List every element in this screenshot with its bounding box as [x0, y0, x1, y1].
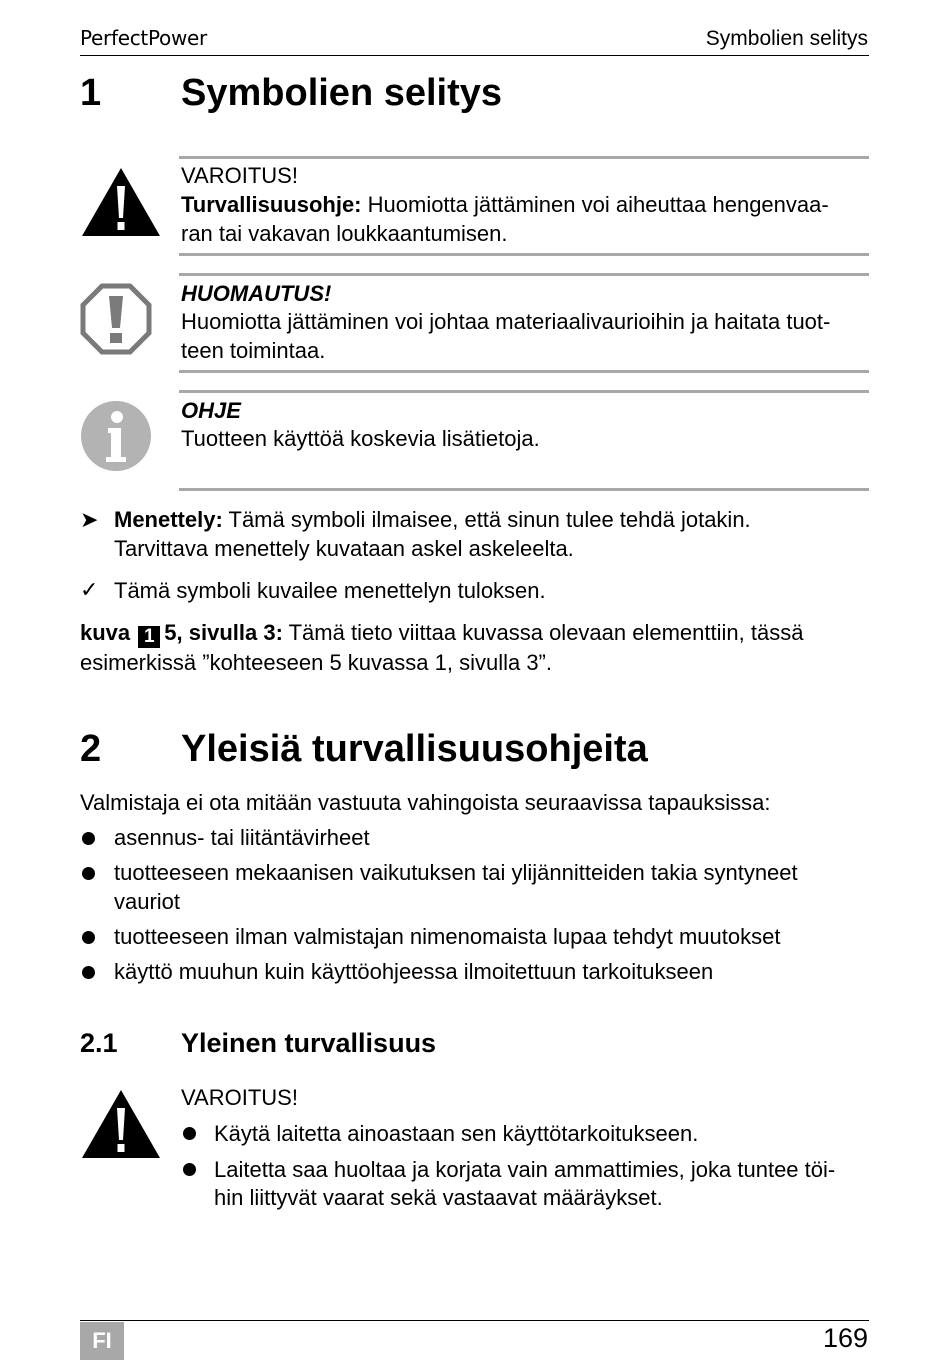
warning-text: [181, 190, 871, 248]
caution-text: [181, 307, 871, 365]
note-top-bar: [179, 390, 869, 393]
warning-top-bar: [179, 156, 869, 159]
bullet-dot: [183, 1127, 196, 1140]
figure-reference: [80, 618, 880, 677]
note-text: [181, 424, 871, 453]
warning-triangle-icon: [80, 1088, 162, 1160]
footer-rule: [80, 1320, 869, 1321]
bullet-dot: [82, 867, 95, 880]
section-2-1-number: 2.1: [80, 1028, 118, 1058]
running-section-title: Symbolien selitys: [705, 27, 868, 50]
procedure-text: [114, 505, 874, 563]
checkmark-icon: ✓: [80, 578, 99, 603]
section-1-title: Symbolien selitys: [181, 72, 503, 114]
warning-title: VAROITUS!: [181, 163, 298, 188]
warning-lead: Turvallisuusohje:: [181, 192, 362, 217]
language-tab: FI: [80, 1322, 124, 1360]
list-item: tuotteeseen mekaanisen vaikutuksen tai ylijännitteiden takia syntyneet: [114, 860, 798, 885]
procedure-lead: Menettely:: [114, 507, 223, 532]
warning-bottom-bar: [179, 253, 869, 256]
section-2-number: 2: [80, 728, 102, 770]
caution-title: HUOMAUTUS!: [181, 281, 332, 306]
caution-top-bar: [179, 273, 869, 276]
figure-number-box: 1: [138, 626, 160, 648]
caution-octagon-icon: [80, 283, 152, 355]
warning-triangle-icon: [80, 166, 162, 238]
warning-line-1: Huomiotta jättäminen voi aiheuttaa hengenvaa-: [361, 192, 829, 217]
note-line-1: Tuotteen käyttöä koskevia lisätietoja.: [181, 426, 540, 451]
caution-bottom-bar: [179, 370, 869, 373]
result-text: Tämä symboli kuvailee menettelyn tuloksen.: [114, 578, 546, 603]
info-circle-icon: [80, 400, 152, 472]
brand-name: PerfectPower: [80, 26, 207, 50]
warning-line-2: ran tai vakavan loukkaantumisen.: [181, 221, 508, 246]
page-number: 169: [822, 1323, 868, 1353]
list-item: tuotteeseen ilman valmistajan nimenomaista lupaa tehdyt muutokset: [114, 924, 781, 949]
list-item-continued: vauriot: [114, 889, 181, 914]
figure-ref-lead-b: 5, sivulla 3:: [164, 620, 283, 645]
list-item: Laitetta saa huoltaa ja korjata vain ammattimies, joka tuntee töi-: [214, 1157, 836, 1182]
section-2-1-title: Yleinen turvallisuus: [181, 1028, 437, 1058]
bullet-dot: [82, 931, 95, 944]
note-bottom-bar: [179, 488, 869, 491]
caution-line-1: Huomiotta jättäminen voi johtaa materiaalivaurioihin ja haitata tuot-: [181, 309, 831, 334]
note-title: OHJE: [181, 398, 241, 423]
bullet-dot: [82, 832, 95, 845]
section-2-intro: Valmistaja ei ota mitään vastuuta vahingoista seuraavissa tapauksissa:: [80, 790, 771, 815]
procedure-line-1: Tämä symboli ilmaisee, että sinun tulee tehdä jotakin.: [222, 507, 751, 532]
figure-ref-lead-a: kuva: [80, 620, 131, 645]
bullet-dot: [183, 1163, 196, 1176]
list-item: Käytä laitetta ainoastaan sen käyttötarkoitukseen.: [214, 1121, 699, 1146]
header-rule: [80, 55, 869, 56]
procedure-line-2: Tarvittava menettely kuvataan askel askeleelta.: [114, 536, 574, 561]
procedure-arrow-icon: ➤: [80, 507, 99, 532]
caution-line-2: teen toimintaa.: [181, 338, 326, 363]
list-item: asennus- tai liitäntävirheet: [114, 825, 370, 850]
bullet-dot: [82, 966, 95, 979]
section-2-title: Yleisiä turvallisuusohjeita: [181, 728, 648, 770]
list-item: käyttö muuhun kuin käyttöohjeessa ilmoitettuun tarkoitukseen: [114, 959, 714, 984]
warning-title-2: VAROITUS!: [181, 1085, 298, 1110]
list-item-continued: hin liittyvät vaarat sekä vastaavat määräykset.: [214, 1185, 663, 1210]
section-1-number: 1: [80, 72, 102, 114]
figure-ref-line-1: Tämä tieto viittaa kuvassa olevaan elementtiin, tässä: [282, 620, 804, 645]
figure-ref-line-2: esimerkissä ”kohteeseen 5 kuvassa 1, sivulla 3”.: [80, 650, 552, 675]
